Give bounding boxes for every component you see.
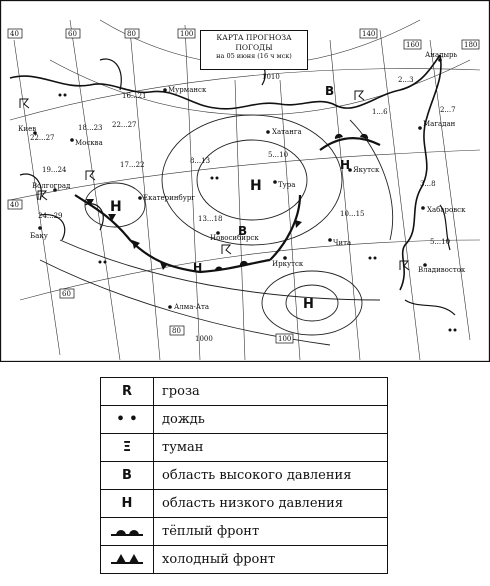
temp-label: 1...6 <box>372 108 388 116</box>
temp-label: 17...22 <box>120 161 145 169</box>
legend-row <box>101 518 388 546</box>
legend-row <box>101 378 388 406</box>
meridian-label: 160 <box>406 41 420 49</box>
high-pressure-center: B <box>325 84 335 98</box>
temp-label: 2...7 <box>440 106 456 114</box>
legend-label: гроза <box>154 378 388 406</box>
temp-label: 13...18 <box>198 215 223 223</box>
temp-label: 5...10 <box>430 238 451 246</box>
meridian-label: 100 <box>180 30 194 38</box>
temp-label: 10...15 <box>340 210 365 218</box>
legend-label: холодный фронт <box>154 546 388 574</box>
city-label: Хатанга <box>272 128 302 136</box>
temp-label: 22...27 <box>30 134 55 142</box>
isobar-label: 1000 <box>195 335 213 343</box>
city-label: Анадырь <box>425 51 458 59</box>
map-title-line: КАРТА ПРОГНОЗА <box>216 33 292 42</box>
meridian-label: 40 <box>10 30 19 38</box>
meridian-label: 60 <box>68 30 77 38</box>
legend-label: тёплый фронт <box>154 518 388 546</box>
low-pressure-center: H <box>303 297 314 312</box>
city-label: Киев <box>18 125 37 133</box>
legend-label: область низкого давления <box>154 490 388 518</box>
map-date: на 05 июня (16 ч мск) <box>216 52 292 60</box>
temp-label: 16...21 <box>122 92 147 100</box>
meridian-label: 60 <box>62 290 71 298</box>
temp-label: 24...29 <box>38 212 63 220</box>
cold-front-icon <box>101 546 154 574</box>
meridian-label: 180 <box>464 41 478 49</box>
temp-label: 22...27 <box>112 121 137 129</box>
legend-row <box>101 546 388 574</box>
legend-label: область высокого давления <box>154 462 388 490</box>
city-label: Хабаровск <box>427 206 466 214</box>
meridian-label: 100 <box>278 335 292 343</box>
legend-row <box>101 406 388 434</box>
city-label: Москва <box>75 139 103 147</box>
city-label: Владивосток <box>418 266 466 274</box>
isobar-label: 1010 <box>262 73 280 81</box>
map-title <box>200 30 308 70</box>
temp-label: 8...13 <box>190 157 211 165</box>
legend-row <box>101 490 388 518</box>
legend-label: дождь <box>154 406 388 434</box>
high-pressure-center: B <box>238 224 248 238</box>
temp-label: 3...8 <box>420 180 436 188</box>
city-label: Магадан <box>423 120 456 128</box>
legend-table <box>100 377 388 574</box>
city-label: Иркутск <box>272 260 304 268</box>
city-label: Якутск <box>353 166 380 174</box>
high-pressure-icon: B <box>101 462 154 490</box>
fog-icon: Ξ <box>101 434 154 462</box>
meridian-label: 80 <box>172 327 181 335</box>
temp-label: 2...3 <box>398 76 414 84</box>
meridian-label: 140 <box>362 30 376 38</box>
meridian-label: 80 <box>127 30 136 38</box>
temp-label: 18...23 <box>78 124 103 132</box>
city-label: Тура <box>278 181 296 189</box>
low-pressure-center: H <box>340 158 351 172</box>
temp-label: 19...24 <box>42 166 67 174</box>
city-label: Новосибирск <box>210 234 259 242</box>
city-label: Екатеринбург <box>143 194 195 202</box>
city-label: Баку <box>30 232 48 240</box>
low-pressure-icon: H <box>101 490 154 518</box>
legend-label: туман <box>154 434 388 462</box>
city-label: Волгоград <box>32 182 71 190</box>
city-label: Алма-Ата <box>174 303 210 311</box>
warm-front-icon <box>101 518 154 546</box>
legend-row <box>101 462 388 490</box>
legend-row <box>101 434 388 462</box>
map-title-line: ПОГОДЫ <box>235 42 273 52</box>
rain-icon: • • <box>101 406 154 434</box>
city-label: Мурманск <box>168 86 207 94</box>
meridian-label: 40 <box>10 201 19 209</box>
low-pressure-center: H <box>110 199 122 215</box>
temp-label: 5...10 <box>268 151 289 159</box>
city-label: Чита <box>333 239 352 247</box>
low-pressure-center: H <box>193 261 203 274</box>
low-pressure-center: H <box>250 178 262 194</box>
thunderstorm-icon: R <box>101 378 154 406</box>
